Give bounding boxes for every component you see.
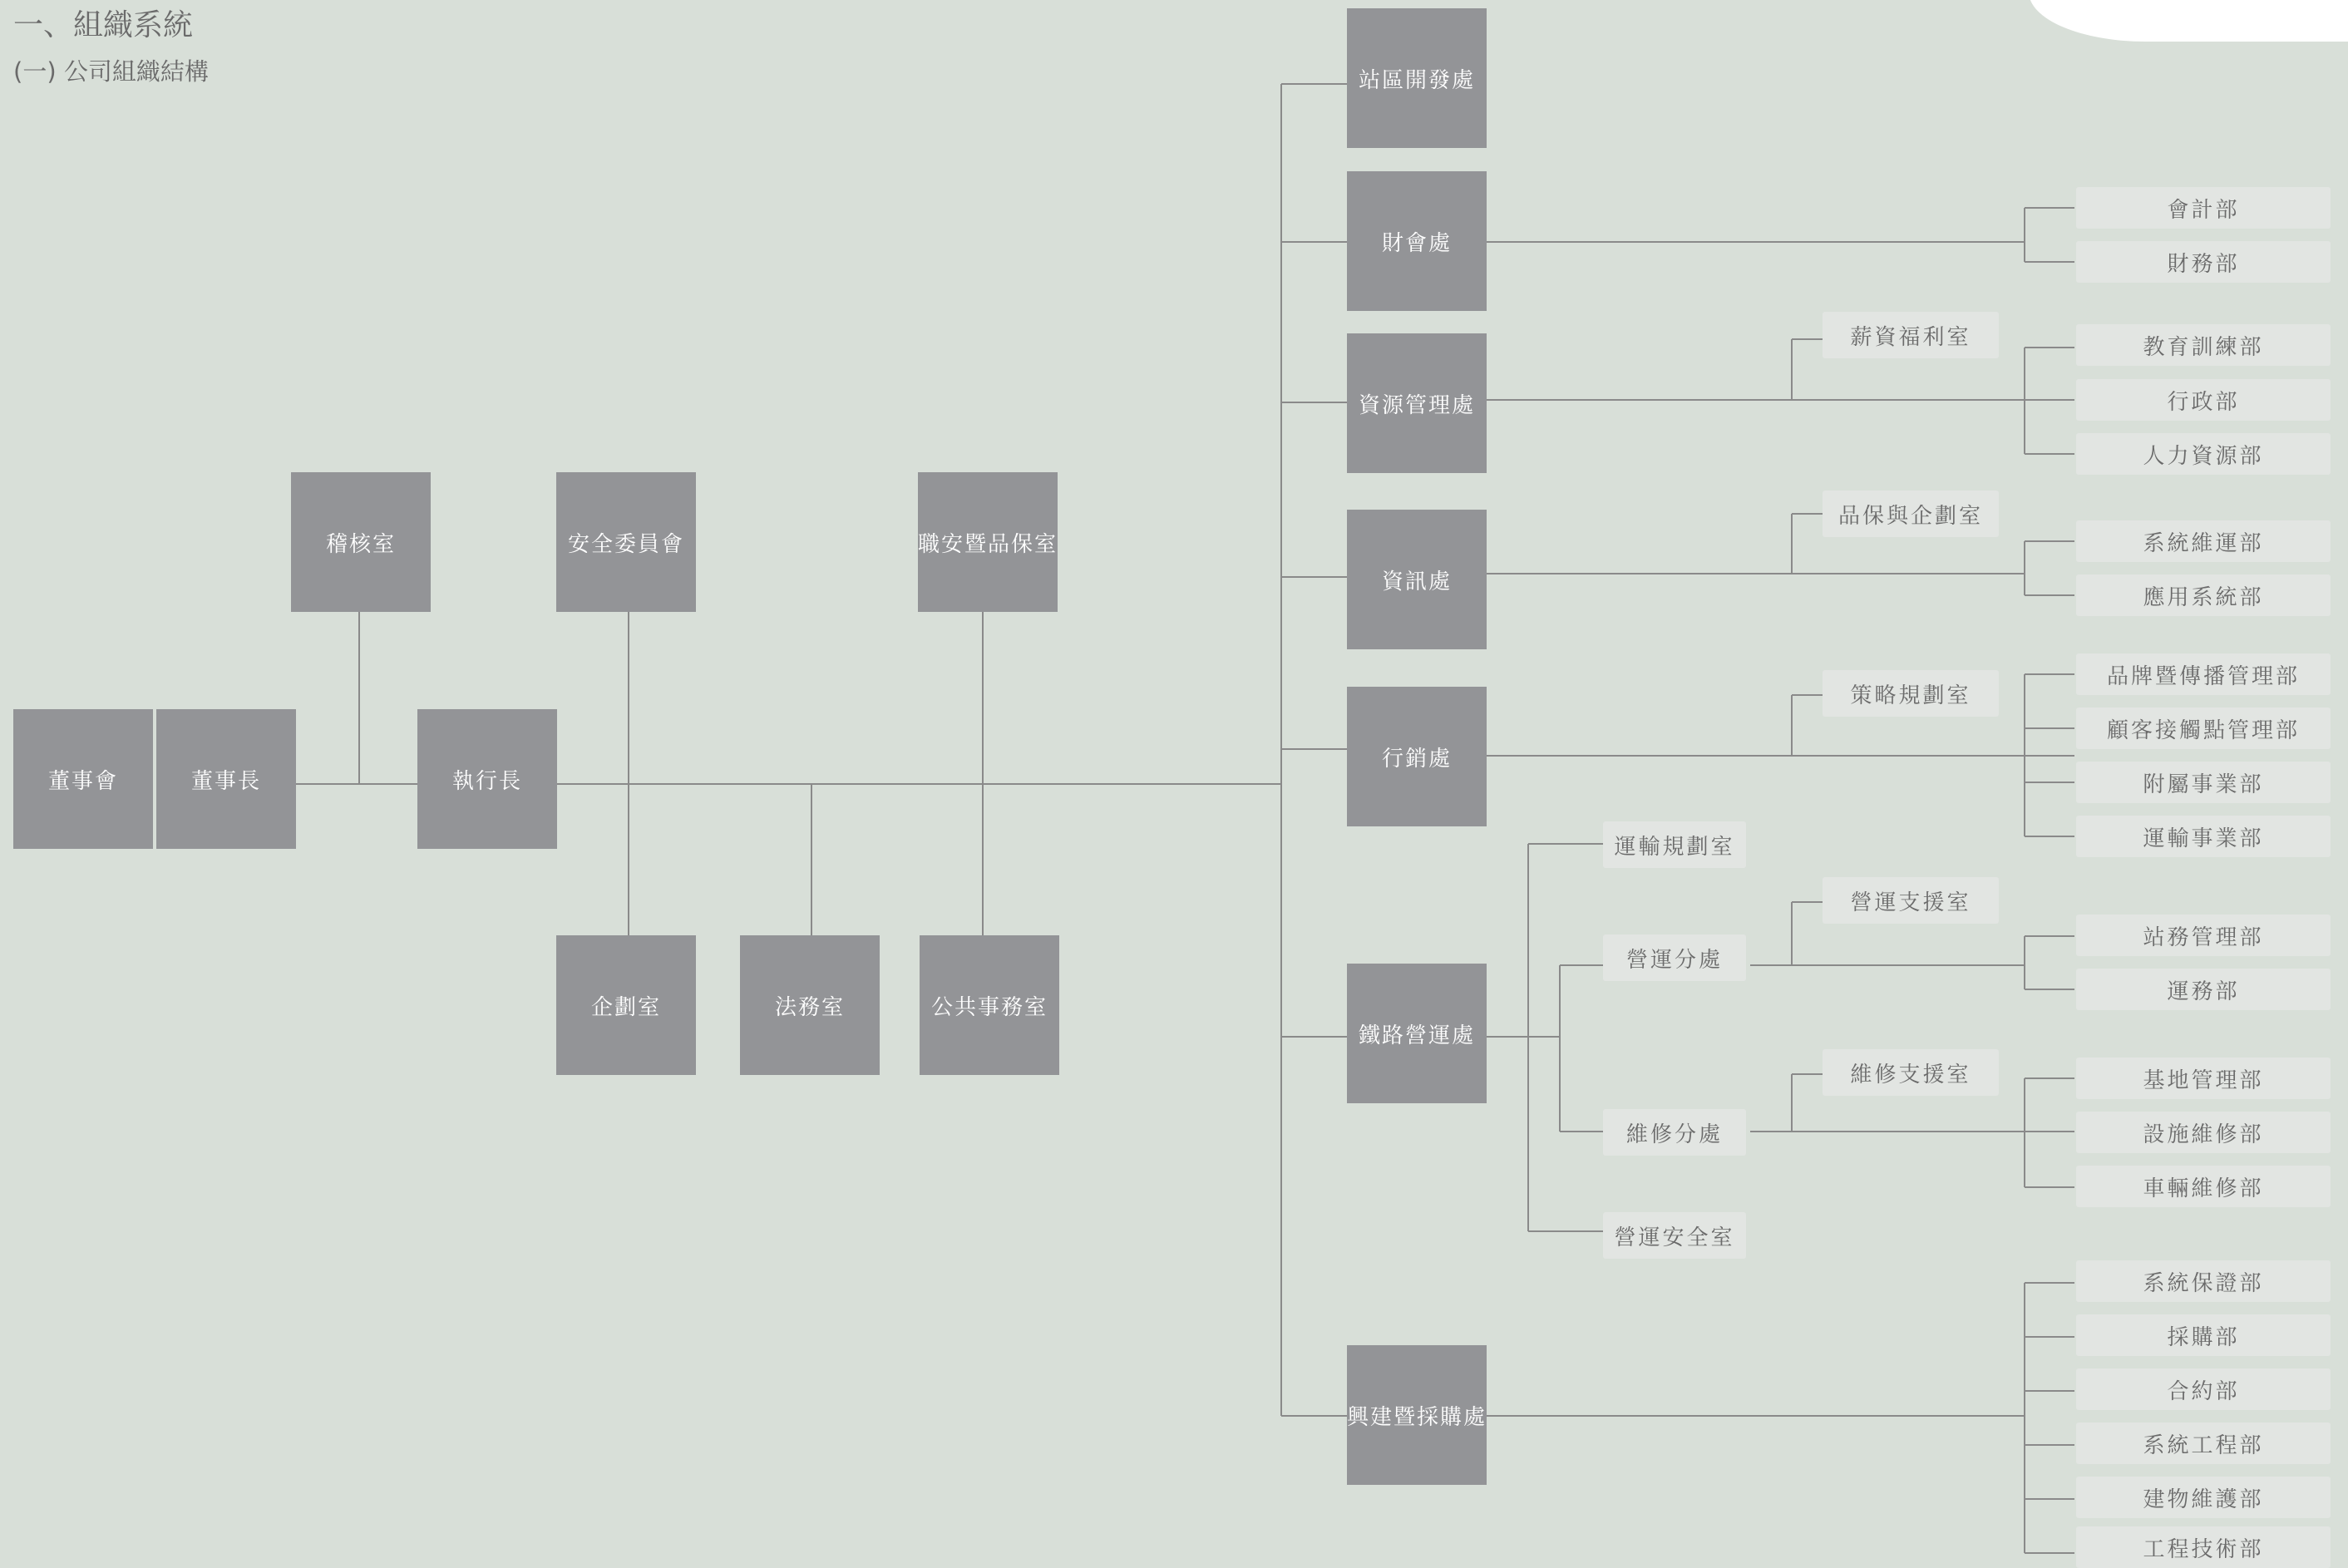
dept-item: 顧客接觸點管理部 [2076, 708, 2331, 749]
dept-item: 採購部 [2076, 1314, 2331, 1356]
dept-item: 車輛維修部 [2076, 1166, 2331, 1207]
dept-item: 工程技術部 [2076, 1526, 2331, 1568]
dept-item: 設施維修部 [2076, 1112, 2331, 1153]
subsection-heading: (一) 公司組織結構 [13, 57, 209, 86]
dept-item: 品牌暨傳播管理部 [2076, 653, 2331, 695]
dept-item: 運務部 [2076, 969, 2331, 1010]
dept-item: 應用系統部 [2076, 574, 2331, 616]
division-station-dev: 站區開發處 [1347, 8, 1487, 148]
dept-item: 運輸事業部 [2076, 816, 2331, 857]
dept-item: 系統保證部 [2076, 1260, 2331, 1302]
occupational-safety-box: 職安暨品保室 [918, 472, 1058, 612]
dept-item: 財務部 [2076, 241, 2331, 283]
audit-office-box: 稽核室 [291, 472, 431, 612]
office-strategy: 策略規劃室 [1823, 670, 1999, 717]
dept-item: 行政部 [2076, 379, 2331, 421]
division-marketing: 行銷處 [1347, 687, 1487, 826]
division-rail-ops: 鐵路營運處 [1347, 964, 1487, 1103]
dept-item: 建物維護部 [2076, 1477, 2331, 1518]
division-resource: 資源管理處 [1347, 333, 1487, 473]
dept-item: 會計部 [2076, 187, 2331, 229]
branch-maintenance: 維修分處 [1603, 1109, 1746, 1156]
planning-office-box: 企劃室 [556, 935, 696, 1075]
division-finance: 財會處 [1347, 171, 1487, 311]
ceo-box: 執行長 [417, 709, 557, 849]
board-box: 董事會 [13, 709, 153, 849]
dept-item: 合約部 [2076, 1368, 2331, 1410]
dept-item: 教育訓練部 [2076, 324, 2331, 366]
division-construction: 興建暨採購處 [1347, 1345, 1487, 1485]
office-maint-support: 維修支援室 [1823, 1049, 1999, 1096]
division-it: 資訊處 [1347, 510, 1487, 649]
public-affairs-box: 公共事務室 [920, 935, 1059, 1075]
office-ops-safety: 營運安全室 [1603, 1212, 1746, 1259]
legal-office-box: 法務室 [740, 935, 880, 1075]
office-compensation: 薪資福利室 [1823, 312, 1999, 358]
dept-item: 系統維運部 [2076, 520, 2331, 562]
dept-item: 人力資源部 [2076, 433, 2331, 475]
safety-committee-box: 安全委員會 [556, 472, 696, 612]
office-transport-planning: 運輸規劃室 [1603, 821, 1746, 868]
dept-item: 系統工程部 [2076, 1423, 2331, 1464]
dept-item: 基地管理部 [2076, 1058, 2331, 1099]
chairman-box: 董事長 [156, 709, 296, 849]
dept-item: 站務管理部 [2076, 915, 2331, 956]
dept-item: 附屬事業部 [2076, 762, 2331, 803]
office-qa-planning: 品保與企劃室 [1823, 491, 1999, 537]
office-ops-support: 營運支援室 [1823, 877, 1999, 924]
branch-operations: 營運分處 [1603, 934, 1746, 981]
section-heading: 一、組織系統 [13, 8, 194, 42]
